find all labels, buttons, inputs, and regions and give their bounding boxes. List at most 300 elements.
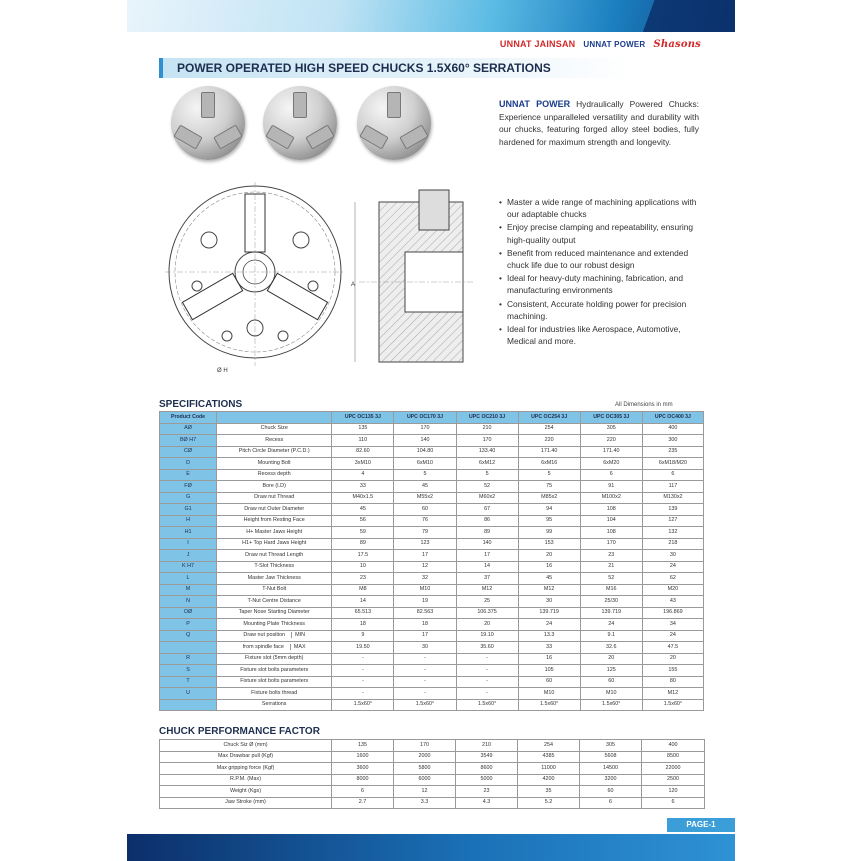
spec-value-cell: 45 — [332, 504, 394, 516]
spec-code-cell — [160, 699, 217, 711]
spec-value-cell: 14 — [332, 596, 394, 608]
spec-value-cell: 25 — [456, 596, 518, 608]
feature-item: • Consistent, Accurate holding power for precision machining. — [499, 298, 709, 322]
spec-value-cell: M85x2 — [518, 492, 580, 504]
spec-value-cell: 34 — [642, 619, 703, 631]
performance-table — [159, 739, 705, 809]
spec-value-cell: 139.719 — [518, 607, 580, 619]
feature-item: • Ideal for industries like Aerospace, Automotive, Medical and more. — [499, 323, 709, 347]
performance-value-cell: 210 — [456, 740, 518, 752]
spec-row — [160, 561, 704, 573]
performance-value-cell: 135 — [332, 740, 394, 752]
spec-value-cell: 254 — [518, 423, 580, 435]
spec-value-cell: 300 — [642, 435, 703, 447]
spec-value-cell: 5 — [456, 469, 518, 481]
spec-value-cell: M100x2 — [580, 492, 642, 504]
spec-value-cell: 1.5x60° — [332, 699, 394, 711]
spec-value-cell: 62 — [642, 573, 703, 585]
spec-value-cell: 75 — [518, 481, 580, 493]
dimensions-note: All Dimensions in mm — [615, 402, 673, 408]
spec-value-cell: M12 — [456, 584, 518, 596]
spec-value-cell: 220 — [580, 435, 642, 447]
performance-value-cell: 4200 — [518, 774, 580, 786]
spec-code-cell: S — [160, 665, 217, 677]
performance-value-cell: 22000 — [642, 763, 705, 775]
spec-value-cell: 9.1 — [580, 630, 642, 642]
front-view-drawing — [157, 176, 347, 376]
performance-value-cell: 3200 — [580, 774, 642, 786]
spec-value-cell: 12 — [394, 561, 456, 573]
spec-param-cell: H+ Master Jaws Height — [217, 527, 332, 539]
spec-value-cell: 171.40 — [518, 446, 580, 458]
spec-value-cell: 14 — [456, 561, 518, 573]
spec-value-cell: 108 — [580, 504, 642, 516]
spec-row — [160, 527, 704, 539]
spec-value-cell: 139.719 — [580, 607, 642, 619]
unnat-power-logo: UNNAT POWER — [499, 99, 571, 109]
intro-text: Hydraulically Powered Chucks: Experience unparalleled versatility and durability with our chucks, featuring forged alloy steel bodies, fully hardened for maximum strength and longevity. — [499, 99, 699, 147]
spec-code-cell: H1 — [160, 527, 217, 539]
spec-row — [160, 584, 704, 596]
spec-value-cell: 43 — [642, 596, 703, 608]
spec-code-cell: G1 — [160, 504, 217, 516]
spec-value-cell: 117 — [642, 481, 703, 493]
spec-code-cell: D — [160, 458, 217, 470]
spec-value-cell: 89 — [332, 538, 394, 550]
spec-param-cell: Fixture slot bolts parameters — [217, 665, 332, 677]
spec-value-cell: 18 — [332, 619, 394, 631]
spec-value-cell: - — [394, 676, 456, 688]
spec-value-cell: 32.6 — [580, 642, 642, 654]
spec-value-cell: 24 — [642, 630, 703, 642]
performance-param-cell: Jaw Stroke (mm) — [160, 797, 332, 809]
top-banner — [127, 0, 735, 32]
spec-param-cell: Mounting Bolt — [217, 458, 332, 470]
spec-row — [160, 481, 704, 493]
spec-value-cell: - — [332, 676, 394, 688]
spec-value-cell: 133.40 — [456, 446, 518, 458]
spec-code-cell: AØ — [160, 423, 217, 435]
spec-row — [160, 515, 704, 527]
performance-value-cell: 6000 — [394, 774, 456, 786]
performance-row — [160, 763, 705, 775]
spec-code-cell: G — [160, 492, 217, 504]
spec-value-cell: 132 — [642, 527, 703, 539]
spec-header-code: Product Code — [160, 412, 217, 424]
performance-value-cell: 3.3 — [394, 797, 456, 809]
spec-value-cell: 140 — [394, 435, 456, 447]
spec-value-cell: 17 — [394, 550, 456, 562]
spec-value-cell: 91 — [580, 481, 642, 493]
spec-value-cell: 140 — [456, 538, 518, 550]
performance-value-cell: 14500 — [580, 763, 642, 775]
spec-value-cell: 35.60 — [456, 642, 518, 654]
spec-param-cell: Height from Resting Face — [217, 515, 332, 527]
spec-row — [160, 458, 704, 470]
spec-row — [160, 550, 704, 562]
spec-param-text: from spindle face — [242, 643, 284, 650]
spec-value-cell: - — [332, 653, 394, 665]
spec-value-cell: 60 — [394, 504, 456, 516]
spec-value-cell: 45 — [394, 481, 456, 493]
spec-value-cell: 13.3 — [518, 630, 580, 642]
performance-value-cell: 3600 — [332, 763, 394, 775]
spec-row — [160, 446, 704, 458]
feature-item: • Benefit from reduced maintenance and extended chuck life due to our robust design — [499, 247, 709, 271]
spec-param-cell: Draw nut Thread Length — [217, 550, 332, 562]
spec-value-cell: 33 — [332, 481, 394, 493]
performance-row — [160, 740, 705, 752]
performance-value-cell: 2500 — [642, 774, 705, 786]
performance-value-cell: 1600 — [332, 751, 394, 763]
spec-param-cell — [217, 630, 332, 642]
spec-value-cell: 94 — [518, 504, 580, 516]
spec-row — [160, 596, 704, 608]
spec-value-cell: 6 — [580, 469, 642, 481]
drawing-a-label: A — [351, 282, 356, 288]
spec-value-cell: 20 — [580, 653, 642, 665]
spec-value-cell: 30 — [394, 642, 456, 654]
performance-value-cell: 120 — [642, 786, 705, 798]
spec-value-cell: 82.60 — [332, 446, 394, 458]
spec-value-cell: 6xM16 — [518, 458, 580, 470]
spec-value-cell: M10 — [394, 584, 456, 596]
spec-param-cell — [217, 642, 332, 654]
performance-value-cell: 4385 — [518, 751, 580, 763]
spec-value-cell: 6xM10 — [394, 458, 456, 470]
spec-value-cell: 110 — [332, 435, 394, 447]
spec-value-cell: M10 — [580, 688, 642, 700]
spec-value-cell: 6xM18/M20 — [642, 458, 703, 470]
performance-value-cell: 11000 — [518, 763, 580, 775]
spec-value-cell: - — [332, 665, 394, 677]
spec-code-cell: BØ H7 — [160, 435, 217, 447]
page-title-bar — [159, 58, 629, 78]
spec-value-cell: 123 — [394, 538, 456, 550]
spec-value-cell: 86 — [456, 515, 518, 527]
spec-value-cell: 20 — [518, 550, 580, 562]
spec-value-cell: 24 — [642, 561, 703, 573]
spec-value-cell: 52 — [456, 481, 518, 493]
spec-value-cell: 400 — [642, 423, 703, 435]
spec-value-cell: 4 — [332, 469, 394, 481]
spec-value-cell: 67 — [456, 504, 518, 516]
spec-value-cell: 20 — [456, 619, 518, 631]
spec-value-cell: M20 — [642, 584, 703, 596]
performance-title: CHUCK PERFORMANCE FACTOR — [159, 726, 320, 737]
spec-value-cell: 82.563 — [394, 607, 456, 619]
feature-list — [499, 196, 709, 348]
spec-code-cell: P — [160, 619, 217, 631]
specifications-title: SPECIFICATIONS — [159, 399, 243, 410]
spec-value-cell: 5 — [394, 469, 456, 481]
spec-value-cell: 139 — [642, 504, 703, 516]
spec-param-cell: Bore (I.D) — [217, 481, 332, 493]
spec-value-cell: 95 — [518, 515, 580, 527]
spec-value-cell: - — [394, 653, 456, 665]
spec-value-cell: - — [456, 676, 518, 688]
performance-value-cell: 6 — [580, 797, 642, 809]
chuck-photo-1 — [171, 86, 245, 160]
spec-row — [160, 630, 704, 642]
spec-row — [160, 688, 704, 700]
spec-code-cell: I — [160, 538, 217, 550]
specifications-table — [159, 411, 704, 711]
spec-value-cell: 104.80 — [394, 446, 456, 458]
spec-value-cell: 30 — [642, 550, 703, 562]
spec-header-model: UPC OC170 3J — [394, 412, 456, 424]
spec-row — [160, 423, 704, 435]
spec-header-model: UPC OC210 3J — [456, 412, 518, 424]
spec-code-cell: R — [160, 653, 217, 665]
spec-value-cell: 127 — [642, 515, 703, 527]
spec-param-cell: Master Jaw Thickness — [217, 573, 332, 585]
performance-value-cell: 400 — [642, 740, 705, 752]
performance-value-cell: 8000 — [332, 774, 394, 786]
spec-value-cell: - — [332, 688, 394, 700]
spec-row — [160, 642, 704, 654]
performance-param-cell: Max gripping force (Kgf) — [160, 763, 332, 775]
spec-value-cell: 76 — [394, 515, 456, 527]
spec-value-cell: - — [456, 665, 518, 677]
page-number: PAGE-1 — [667, 818, 735, 832]
spec-param-cell: Draw nut Thread — [217, 492, 332, 504]
spec-row — [160, 504, 704, 516]
performance-row — [160, 774, 705, 786]
spec-value-cell: 17.5 — [332, 550, 394, 562]
spec-param-cell: Pitch Circle Diameter (P.C.D.) — [217, 446, 332, 458]
spec-value-cell: 171.40 — [580, 446, 642, 458]
spec-value-cell: M60x2 — [456, 492, 518, 504]
spec-row — [160, 469, 704, 481]
spec-value-cell: - — [456, 653, 518, 665]
spec-code-cell: CØ — [160, 446, 217, 458]
spec-value-cell: 59 — [332, 527, 394, 539]
performance-row — [160, 797, 705, 809]
performance-param-cell: R.P.M. (Max) — [160, 774, 332, 786]
spec-value-cell: - — [394, 688, 456, 700]
spec-code-cell: L — [160, 573, 217, 585]
spec-param-cell: Fixture slot (5mm depth) — [217, 653, 332, 665]
spec-value-cell: 235 — [642, 446, 703, 458]
spec-row — [160, 538, 704, 550]
spec-value-cell: 24 — [518, 619, 580, 631]
brand-unnat-jainsan: UNNAT JAINSAN — [499, 39, 576, 49]
spec-value-cell: 5 — [518, 469, 580, 481]
spec-value-cell: 21 — [580, 561, 642, 573]
spec-param-cell: Recess depth — [217, 469, 332, 481]
spec-header-model: UPC OC135 3J — [332, 412, 394, 424]
spec-code-cell: Q — [160, 630, 217, 642]
feature-item: • Master a wide range of machining applications with our adaptable chucks — [499, 196, 709, 220]
spec-row — [160, 573, 704, 585]
spec-value-cell: 80 — [642, 676, 703, 688]
performance-value-cell: 5000 — [456, 774, 518, 786]
spec-param-text: Draw nut position — [243, 632, 286, 639]
performance-value-cell: 12 — [394, 786, 456, 798]
spec-value-cell: 125 — [580, 665, 642, 677]
brand-logos — [500, 36, 701, 52]
spec-value-cell: - — [456, 688, 518, 700]
performance-value-cell: 5608 — [580, 751, 642, 763]
intro-paragraph — [499, 98, 699, 148]
spec-param-cell: H1+ Top Hard Jaws Height — [217, 538, 332, 550]
spec-value-cell: 305 — [580, 423, 642, 435]
spec-value-cell: 60 — [580, 676, 642, 688]
spec-value-cell: 1.5x60° — [394, 699, 456, 711]
spec-param-cell: Serrations — [217, 699, 332, 711]
spec-value-cell: M12 — [642, 688, 703, 700]
spec-value-cell: 19.50 — [332, 642, 394, 654]
performance-value-cell: 5800 — [394, 763, 456, 775]
spec-header-param — [217, 412, 332, 424]
spec-value-cell: 153 — [518, 538, 580, 550]
catalog-page — [127, 0, 735, 861]
spec-param-cell: Fixture slot bolts parameters — [217, 676, 332, 688]
spec-param-cell: T-Slot Thickness — [217, 561, 332, 573]
spec-row — [160, 619, 704, 631]
performance-row — [160, 786, 705, 798]
performance-param-cell: Chuck Siz Ø (mm) — [160, 740, 332, 752]
spec-value-cell: 10 — [332, 561, 394, 573]
spec-row — [160, 653, 704, 665]
spec-value-cell: M130x2 — [642, 492, 703, 504]
performance-value-cell: 6 — [642, 797, 705, 809]
performance-value-cell: 4.3 — [456, 797, 518, 809]
brand-shasons: Shasons — [653, 38, 701, 50]
spec-value-cell: M16 — [580, 584, 642, 596]
performance-value-cell: 305 — [580, 740, 642, 752]
spec-param-cell: Recess — [217, 435, 332, 447]
spec-value-cell: - — [394, 665, 456, 677]
spec-row — [160, 665, 704, 677]
performance-value-cell: 6 — [332, 786, 394, 798]
spec-value-cell: 218 — [642, 538, 703, 550]
spec-value-cell: 23 — [580, 550, 642, 562]
spec-code-cell: N — [160, 596, 217, 608]
performance-param-cell: Weight (Kgs) — [160, 786, 332, 798]
spec-value-cell: 104 — [580, 515, 642, 527]
performance-param-cell: Max Drawbar pull (Kgf) — [160, 751, 332, 763]
performance-value-cell: 3549 — [456, 751, 518, 763]
spec-row — [160, 435, 704, 447]
spec-value-cell: 79 — [394, 527, 456, 539]
spec-code-cell: K H7 — [160, 561, 217, 573]
spec-code-cell: E — [160, 469, 217, 481]
spec-value-cell: 52 — [580, 573, 642, 585]
spec-value-cell: 24 — [580, 619, 642, 631]
performance-value-cell: 60 — [580, 786, 642, 798]
spec-row — [160, 607, 704, 619]
spec-value-cell: 106.375 — [456, 607, 518, 619]
spec-value-cell: 65.513 — [332, 607, 394, 619]
performance-row — [160, 751, 705, 763]
performance-value-cell: 2000 — [394, 751, 456, 763]
spec-row — [160, 699, 704, 711]
bottom-banner — [127, 834, 735, 861]
feature-item: • Enjoy precise clamping and repeatability, ensuring high-quality output — [499, 221, 709, 245]
spec-value-cell: M10 — [518, 688, 580, 700]
performance-value-cell: 170 — [394, 740, 456, 752]
spec-value-cell: 99 — [518, 527, 580, 539]
spec-value-cell: M55x2 — [394, 492, 456, 504]
spec-value-cell: 1.5x60° — [580, 699, 642, 711]
spec-value-cell: M12 — [518, 584, 580, 596]
spec-code-cell: U — [160, 688, 217, 700]
spec-value-cell: 16 — [518, 561, 580, 573]
brand-unnat-power: UNNAT POWER — [583, 39, 646, 49]
spec-param-cell: T-Nut Bolt — [217, 584, 332, 596]
drawing-dim-label: Ø H — [217, 368, 228, 374]
spec-param-cell: Taper Nose Starting Diameter — [217, 607, 332, 619]
spec-param-cell: Chuck Size — [217, 423, 332, 435]
performance-value-cell: 35 — [518, 786, 580, 798]
spec-code-cell: M — [160, 584, 217, 596]
spec-value-cell: 47.5 — [642, 642, 703, 654]
spec-value-cell: 60 — [518, 676, 580, 688]
spec-code-cell — [160, 642, 217, 654]
spec-value-cell: 33 — [518, 642, 580, 654]
spec-value-cell: 6xM12 — [456, 458, 518, 470]
performance-value-cell: 8600 — [456, 763, 518, 775]
spec-value-cell: 30 — [518, 596, 580, 608]
spec-value-cell: 25/30 — [580, 596, 642, 608]
spec-header-model: UPC OC254 3J — [518, 412, 580, 424]
spec-value-cell: 6xM20 — [580, 458, 642, 470]
spec-row — [160, 492, 704, 504]
spec-value-cell: M40x1.5 — [332, 492, 394, 504]
spec-value-cell: 89 — [456, 527, 518, 539]
spec-code-cell: T — [160, 676, 217, 688]
performance-value-cell: 8500 — [642, 751, 705, 763]
chuck-photo-3 — [357, 86, 431, 160]
spec-value-cell: 170 — [456, 435, 518, 447]
chuck-photo-2 — [263, 86, 337, 160]
spec-code-cell: FØ — [160, 481, 217, 493]
spec-row — [160, 676, 704, 688]
spec-value-cell: 37 — [456, 573, 518, 585]
spec-value-cell: 155 — [642, 665, 703, 677]
spec-header-row — [160, 412, 704, 424]
spec-value-cell: 105 — [518, 665, 580, 677]
feature-item: • Ideal for heavy-duty machining, fabrication, and manufacturing environments — [499, 272, 709, 296]
spec-value-cell: 135 — [332, 423, 394, 435]
spec-value-cell: 108 — [580, 527, 642, 539]
spec-header-model: UPC OC305 3J — [580, 412, 642, 424]
spec-value-cell: 6 — [642, 469, 703, 481]
performance-value-cell: 254 — [518, 740, 580, 752]
spec-value-cell: 170 — [394, 423, 456, 435]
spec-value-cell: 196.869 — [642, 607, 703, 619]
section-view-drawing — [349, 182, 479, 372]
spec-value-cell: 17 — [456, 550, 518, 562]
spec-value-cell: 1.5x60° — [642, 699, 703, 711]
spec-value-cell: 9 — [332, 630, 394, 642]
spec-param-cell: Mounting Plate Thickness — [217, 619, 332, 631]
spec-value-cell: 1.5x60° — [456, 699, 518, 711]
performance-value-cell: 2.7 — [332, 797, 394, 809]
spec-value-cell: 23 — [332, 573, 394, 585]
spec-value-cell: 56 — [332, 515, 394, 527]
spec-header-model: UPC OC400 3J — [642, 412, 703, 424]
spec-value-cell: 18 — [394, 619, 456, 631]
spec-code-cell: OØ — [160, 607, 217, 619]
spec-value-cell: 220 — [518, 435, 580, 447]
spec-value-cell: 16 — [518, 653, 580, 665]
spec-value-cell: 210 — [456, 423, 518, 435]
spec-param-cell: T-Nut Centre Distance — [217, 596, 332, 608]
spec-value-cell: 170 — [580, 538, 642, 550]
